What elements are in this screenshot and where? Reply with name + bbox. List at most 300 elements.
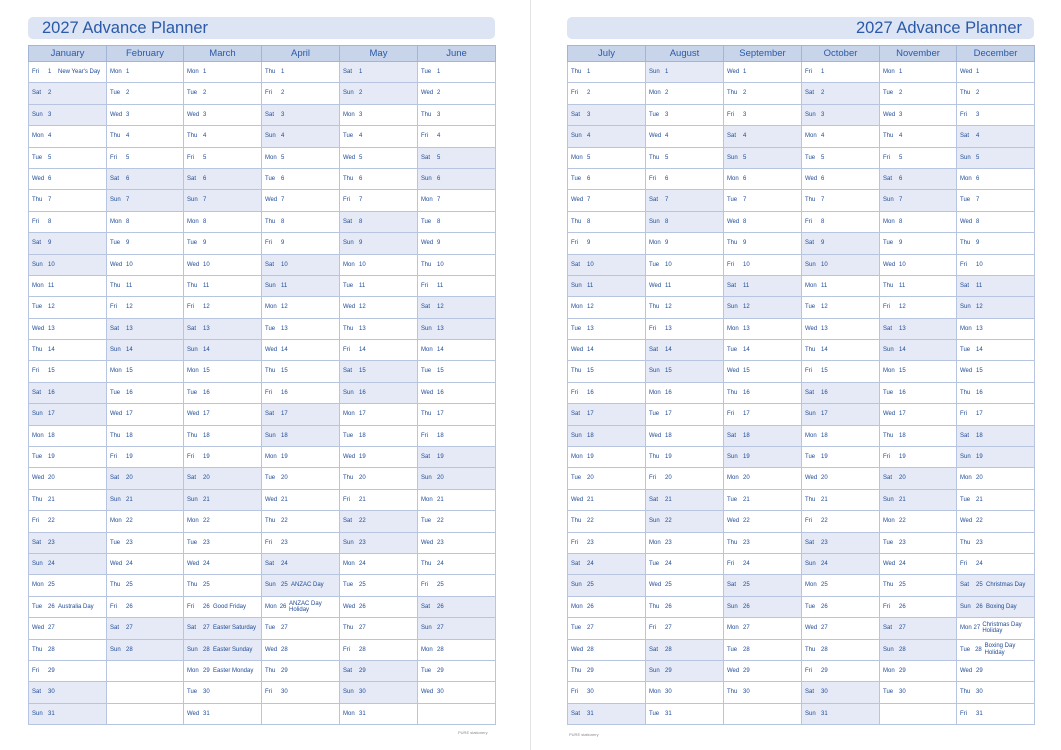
day-cell[interactable] <box>568 254 646 275</box>
day-cell[interactable] <box>418 639 496 660</box>
day-cell[interactable] <box>957 489 1035 510</box>
day-cell[interactable] <box>29 361 107 382</box>
day-cell[interactable] <box>262 575 340 596</box>
day-cell[interactable] <box>184 532 262 553</box>
day-cell[interactable] <box>184 147 262 168</box>
day-cell[interactable] <box>957 382 1035 403</box>
day-cell[interactable] <box>29 425 107 446</box>
day-cell[interactable] <box>418 447 496 468</box>
day-cell[interactable] <box>184 168 262 189</box>
day-cell[interactable] <box>957 511 1035 532</box>
day-cell[interactable] <box>184 553 262 574</box>
day-cell[interactable] <box>646 62 724 83</box>
day-cell[interactable] <box>646 489 724 510</box>
day-cell[interactable] <box>107 596 184 617</box>
day-cell[interactable] <box>568 425 646 446</box>
day-cell[interactable] <box>880 596 957 617</box>
day-cell[interactable] <box>724 511 802 532</box>
day-cell[interactable] <box>262 83 340 104</box>
day-cell[interactable] <box>724 297 802 318</box>
day-cell[interactable] <box>418 62 496 83</box>
day-cell[interactable] <box>646 275 724 296</box>
day-cell[interactable] <box>184 639 262 660</box>
day-cell[interactable] <box>646 254 724 275</box>
day-cell[interactable] <box>957 618 1035 639</box>
day-cell[interactable] <box>646 660 724 681</box>
day-cell[interactable] <box>418 575 496 596</box>
day-cell[interactable] <box>880 382 957 403</box>
day-cell[interactable] <box>29 254 107 275</box>
day-cell[interactable] <box>724 168 802 189</box>
day-cell[interactable] <box>418 211 496 232</box>
day-cell[interactable] <box>29 211 107 232</box>
day-cell[interactable] <box>880 104 957 125</box>
day-cell[interactable] <box>957 596 1035 617</box>
day-cell[interactable] <box>568 104 646 125</box>
day-cell[interactable] <box>802 104 880 125</box>
day-cell[interactable] <box>646 168 724 189</box>
day-cell[interactable] <box>802 126 880 147</box>
day-cell[interactable] <box>184 703 262 724</box>
day-cell[interactable] <box>107 254 184 275</box>
day-cell[interactable] <box>107 511 184 532</box>
day-cell[interactable] <box>29 468 107 489</box>
day-cell[interactable] <box>568 275 646 296</box>
day-cell[interactable] <box>262 340 340 361</box>
day-cell[interactable] <box>418 126 496 147</box>
day-cell[interactable] <box>802 318 880 339</box>
day-cell[interactable] <box>880 62 957 83</box>
day-cell[interactable] <box>646 468 724 489</box>
day-cell[interactable] <box>568 147 646 168</box>
day-cell[interactable] <box>107 532 184 553</box>
day-cell[interactable] <box>262 425 340 446</box>
day-cell[interactable] <box>568 168 646 189</box>
day-cell[interactable] <box>340 575 418 596</box>
day-cell[interactable] <box>262 532 340 553</box>
day-cell[interactable] <box>29 233 107 254</box>
day-cell[interactable] <box>880 168 957 189</box>
day-cell[interactable] <box>802 211 880 232</box>
day-cell[interactable] <box>340 340 418 361</box>
day-cell[interactable] <box>262 468 340 489</box>
day-cell[interactable] <box>107 318 184 339</box>
day-cell[interactable] <box>29 511 107 532</box>
day-cell[interactable] <box>880 340 957 361</box>
day-cell[interactable] <box>184 361 262 382</box>
day-cell[interactable] <box>724 618 802 639</box>
day-cell[interactable] <box>262 682 340 703</box>
day-cell[interactable] <box>29 682 107 703</box>
day-cell[interactable] <box>418 682 496 703</box>
day-cell[interactable] <box>957 275 1035 296</box>
day-cell[interactable] <box>957 340 1035 361</box>
day-cell[interactable] <box>29 703 107 724</box>
day-cell[interactable] <box>646 340 724 361</box>
day-cell[interactable] <box>107 83 184 104</box>
day-cell[interactable] <box>646 596 724 617</box>
day-cell[interactable] <box>957 104 1035 125</box>
day-cell[interactable] <box>646 190 724 211</box>
day-cell[interactable] <box>568 340 646 361</box>
day-cell[interactable] <box>802 425 880 446</box>
day-cell[interactable] <box>418 83 496 104</box>
day-cell[interactable] <box>262 318 340 339</box>
day-cell[interactable] <box>184 340 262 361</box>
day-cell[interactable] <box>262 104 340 125</box>
day-cell[interactable] <box>340 447 418 468</box>
day-cell[interactable] <box>184 190 262 211</box>
day-cell[interactable] <box>340 596 418 617</box>
day-cell[interactable] <box>880 275 957 296</box>
day-cell[interactable] <box>107 447 184 468</box>
day-cell[interactable] <box>340 83 418 104</box>
day-cell[interactable] <box>724 660 802 681</box>
day-cell[interactable] <box>646 447 724 468</box>
day-cell[interactable] <box>29 447 107 468</box>
day-cell[interactable] <box>880 660 957 681</box>
day-cell[interactable] <box>724 596 802 617</box>
day-cell[interactable] <box>724 254 802 275</box>
day-cell[interactable] <box>646 233 724 254</box>
day-cell[interactable] <box>957 297 1035 318</box>
day-cell[interactable] <box>568 532 646 553</box>
day-cell[interactable] <box>262 660 340 681</box>
day-cell[interactable] <box>107 275 184 296</box>
day-cell[interactable] <box>802 660 880 681</box>
day-cell[interactable] <box>957 254 1035 275</box>
day-cell[interactable] <box>340 297 418 318</box>
day-cell[interactable] <box>107 297 184 318</box>
day-cell[interactable] <box>29 618 107 639</box>
day-cell[interactable] <box>29 532 107 553</box>
day-cell[interactable] <box>262 639 340 660</box>
day-cell[interactable] <box>262 126 340 147</box>
day-cell[interactable] <box>724 489 802 510</box>
day-cell[interactable] <box>29 147 107 168</box>
day-cell[interactable] <box>568 639 646 660</box>
day-cell[interactable] <box>724 318 802 339</box>
day-cell[interactable] <box>568 83 646 104</box>
day-cell[interactable] <box>724 126 802 147</box>
day-cell[interactable] <box>957 168 1035 189</box>
day-cell[interactable] <box>418 297 496 318</box>
day-cell[interactable] <box>802 404 880 425</box>
day-cell[interactable] <box>802 382 880 403</box>
day-cell[interactable] <box>340 62 418 83</box>
day-cell[interactable] <box>340 660 418 681</box>
day-cell[interactable] <box>184 233 262 254</box>
day-cell[interactable] <box>724 468 802 489</box>
day-cell[interactable] <box>957 425 1035 446</box>
day-cell[interactable] <box>184 489 262 510</box>
day-cell[interactable] <box>107 639 184 660</box>
day-cell[interactable] <box>340 382 418 403</box>
day-cell[interactable] <box>418 318 496 339</box>
day-cell[interactable] <box>646 382 724 403</box>
day-cell[interactable] <box>646 511 724 532</box>
day-cell[interactable] <box>646 211 724 232</box>
day-cell[interactable] <box>262 404 340 425</box>
day-cell[interactable] <box>802 511 880 532</box>
day-cell[interactable] <box>957 147 1035 168</box>
day-cell[interactable] <box>568 126 646 147</box>
day-cell[interactable] <box>262 211 340 232</box>
day-cell[interactable] <box>802 254 880 275</box>
day-cell[interactable] <box>107 404 184 425</box>
day-cell[interactable] <box>880 489 957 510</box>
day-cell[interactable] <box>107 62 184 83</box>
day-cell[interactable] <box>568 468 646 489</box>
day-cell[interactable] <box>724 104 802 125</box>
day-cell[interactable] <box>724 190 802 211</box>
day-cell[interactable] <box>880 233 957 254</box>
day-cell[interactable] <box>29 297 107 318</box>
day-cell[interactable] <box>880 468 957 489</box>
day-cell[interactable] <box>184 682 262 703</box>
day-cell[interactable] <box>29 275 107 296</box>
day-cell[interactable] <box>802 340 880 361</box>
day-cell[interactable] <box>646 126 724 147</box>
day-cell[interactable] <box>340 618 418 639</box>
day-cell[interactable] <box>957 404 1035 425</box>
day-cell[interactable] <box>724 361 802 382</box>
day-cell[interactable] <box>802 147 880 168</box>
day-cell[interactable] <box>184 575 262 596</box>
day-cell[interactable] <box>184 126 262 147</box>
day-cell[interactable] <box>262 233 340 254</box>
day-cell[interactable] <box>262 297 340 318</box>
day-cell[interactable] <box>568 233 646 254</box>
day-cell[interactable] <box>184 275 262 296</box>
day-cell[interactable] <box>957 660 1035 681</box>
day-cell[interactable] <box>646 318 724 339</box>
day-cell[interactable] <box>724 575 802 596</box>
day-cell[interactable] <box>107 190 184 211</box>
day-cell[interactable] <box>568 211 646 232</box>
day-cell[interactable] <box>957 62 1035 83</box>
day-cell[interactable] <box>802 297 880 318</box>
day-cell[interactable] <box>957 553 1035 574</box>
day-cell[interactable] <box>340 318 418 339</box>
day-cell[interactable] <box>724 639 802 660</box>
day-cell[interactable] <box>724 447 802 468</box>
day-cell[interactable] <box>107 126 184 147</box>
day-cell[interactable] <box>880 575 957 596</box>
day-cell[interactable] <box>724 62 802 83</box>
day-cell[interactable] <box>184 211 262 232</box>
day-cell[interactable] <box>880 254 957 275</box>
day-cell[interactable] <box>184 318 262 339</box>
day-cell[interactable] <box>418 190 496 211</box>
day-cell[interactable] <box>802 468 880 489</box>
day-cell[interactable] <box>29 62 107 83</box>
day-cell[interactable] <box>418 511 496 532</box>
day-cell[interactable] <box>957 211 1035 232</box>
day-cell[interactable] <box>418 275 496 296</box>
day-cell[interactable] <box>724 83 802 104</box>
day-cell[interactable] <box>29 489 107 510</box>
day-cell[interactable] <box>262 147 340 168</box>
day-cell[interactable] <box>880 318 957 339</box>
day-cell[interactable] <box>107 575 184 596</box>
day-cell[interactable] <box>184 511 262 532</box>
day-cell[interactable] <box>957 190 1035 211</box>
day-cell[interactable] <box>568 297 646 318</box>
day-cell[interactable] <box>646 703 724 724</box>
day-cell[interactable] <box>568 703 646 724</box>
day-cell[interactable] <box>184 660 262 681</box>
day-cell[interactable] <box>957 233 1035 254</box>
day-cell[interactable] <box>802 575 880 596</box>
day-cell[interactable] <box>262 190 340 211</box>
day-cell[interactable] <box>802 190 880 211</box>
day-cell[interactable] <box>724 275 802 296</box>
day-cell[interactable] <box>880 532 957 553</box>
day-cell[interactable] <box>646 297 724 318</box>
day-cell[interactable] <box>418 489 496 510</box>
day-cell[interactable] <box>418 468 496 489</box>
day-cell[interactable] <box>340 254 418 275</box>
day-cell[interactable] <box>957 318 1035 339</box>
day-cell[interactable] <box>802 596 880 617</box>
day-cell[interactable] <box>29 660 107 681</box>
day-cell[interactable] <box>184 104 262 125</box>
day-cell[interactable] <box>646 104 724 125</box>
day-cell[interactable] <box>724 682 802 703</box>
day-cell[interactable] <box>724 382 802 403</box>
day-cell[interactable] <box>568 511 646 532</box>
day-cell[interactable] <box>340 553 418 574</box>
day-cell[interactable] <box>802 447 880 468</box>
day-cell[interactable] <box>29 340 107 361</box>
day-cell[interactable] <box>568 318 646 339</box>
day-cell[interactable] <box>568 575 646 596</box>
day-cell[interactable] <box>29 83 107 104</box>
day-cell[interactable] <box>880 618 957 639</box>
day-cell[interactable] <box>724 553 802 574</box>
day-cell[interactable] <box>262 596 340 617</box>
day-cell[interactable] <box>568 382 646 403</box>
day-cell[interactable] <box>568 62 646 83</box>
day-cell[interactable] <box>107 168 184 189</box>
day-cell[interactable] <box>802 532 880 553</box>
day-cell[interactable] <box>184 297 262 318</box>
day-cell[interactable] <box>724 425 802 446</box>
day-cell[interactable] <box>29 104 107 125</box>
day-cell[interactable] <box>568 447 646 468</box>
day-cell[interactable] <box>184 425 262 446</box>
day-cell[interactable] <box>262 62 340 83</box>
day-cell[interactable] <box>29 318 107 339</box>
day-cell[interactable] <box>568 596 646 617</box>
day-cell[interactable] <box>418 660 496 681</box>
day-cell[interactable] <box>880 190 957 211</box>
day-cell[interactable] <box>107 233 184 254</box>
day-cell[interactable] <box>646 553 724 574</box>
day-cell[interactable] <box>262 553 340 574</box>
day-cell[interactable] <box>646 361 724 382</box>
day-cell[interactable] <box>107 104 184 125</box>
day-cell[interactable] <box>340 425 418 446</box>
day-cell[interactable] <box>418 425 496 446</box>
day-cell[interactable] <box>340 168 418 189</box>
day-cell[interactable] <box>340 233 418 254</box>
day-cell[interactable] <box>802 682 880 703</box>
day-cell[interactable] <box>262 275 340 296</box>
day-cell[interactable] <box>340 104 418 125</box>
day-cell[interactable] <box>880 511 957 532</box>
day-cell[interactable] <box>802 62 880 83</box>
day-cell[interactable] <box>107 425 184 446</box>
day-cell[interactable] <box>646 425 724 446</box>
day-cell[interactable] <box>646 147 724 168</box>
day-cell[interactable] <box>107 382 184 403</box>
day-cell[interactable] <box>568 361 646 382</box>
day-cell[interactable] <box>646 682 724 703</box>
day-cell[interactable] <box>107 618 184 639</box>
day-cell[interactable] <box>29 382 107 403</box>
day-cell[interactable] <box>724 233 802 254</box>
day-cell[interactable] <box>646 532 724 553</box>
day-cell[interactable] <box>646 575 724 596</box>
day-cell[interactable] <box>418 404 496 425</box>
day-cell[interactable] <box>802 703 880 724</box>
day-cell[interactable] <box>568 553 646 574</box>
day-cell[interactable] <box>262 447 340 468</box>
day-cell[interactable] <box>957 361 1035 382</box>
day-cell[interactable] <box>184 382 262 403</box>
day-cell[interactable] <box>340 468 418 489</box>
day-cell[interactable] <box>646 639 724 660</box>
day-cell[interactable] <box>107 489 184 510</box>
day-cell[interactable] <box>262 168 340 189</box>
day-cell[interactable] <box>802 168 880 189</box>
day-cell[interactable] <box>724 340 802 361</box>
day-cell[interactable] <box>724 404 802 425</box>
day-cell[interactable] <box>340 703 418 724</box>
day-cell[interactable] <box>340 126 418 147</box>
day-cell[interactable] <box>107 468 184 489</box>
day-cell[interactable] <box>184 404 262 425</box>
day-cell[interactable] <box>646 618 724 639</box>
day-cell[interactable] <box>29 404 107 425</box>
day-cell[interactable] <box>418 361 496 382</box>
day-cell[interactable] <box>418 104 496 125</box>
day-cell[interactable] <box>340 511 418 532</box>
day-cell[interactable] <box>418 596 496 617</box>
day-cell[interactable] <box>418 340 496 361</box>
day-cell[interactable] <box>262 489 340 510</box>
day-cell[interactable] <box>262 382 340 403</box>
day-cell[interactable] <box>880 404 957 425</box>
day-cell[interactable] <box>184 596 262 617</box>
day-cell[interactable] <box>957 447 1035 468</box>
day-cell[interactable] <box>340 361 418 382</box>
day-cell[interactable] <box>262 511 340 532</box>
day-cell[interactable] <box>184 468 262 489</box>
day-cell[interactable] <box>340 275 418 296</box>
day-cell[interactable] <box>724 532 802 553</box>
day-cell[interactable] <box>568 489 646 510</box>
day-cell[interactable] <box>802 489 880 510</box>
day-cell[interactable] <box>880 639 957 660</box>
day-cell[interactable] <box>418 233 496 254</box>
day-cell[interactable] <box>568 618 646 639</box>
day-cell[interactable] <box>107 147 184 168</box>
day-cell[interactable] <box>340 211 418 232</box>
day-cell[interactable] <box>802 361 880 382</box>
